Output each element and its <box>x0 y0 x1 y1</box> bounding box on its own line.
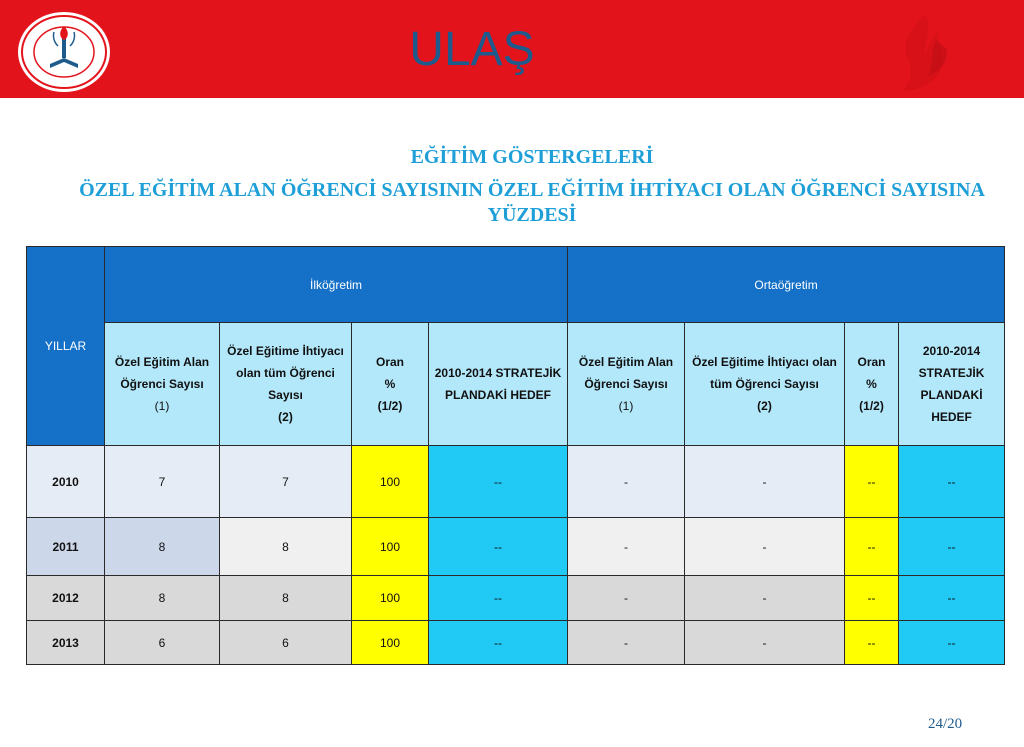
year-cell: 2012 <box>27 576 105 621</box>
ilk-ihtiyac-cell: 8 <box>220 518 352 576</box>
group-header-ilkogretim: İlköğretim <box>105 247 568 323</box>
flame-logo-icon <box>880 10 970 98</box>
subtitle-line2: ÖZEL EĞİTİM ALAN ÖĞRENCİ SAYISININ ÖZEL EĞİTİM İHTİYACI OLAN ÖĞRENCİ SAYISINA YÜZDESİ <box>79 179 985 226</box>
col-header-orta-alan: Özel Eğitim Alan Öğrenci Sayısı (1) <box>568 323 685 446</box>
years-header: YILLAR <box>27 247 105 446</box>
orta-alan-cell: - <box>568 518 685 576</box>
page-number: 24/20 <box>928 716 963 732</box>
header-bar <box>0 0 1024 98</box>
orta-hedef-cell: -- <box>899 446 1005 518</box>
year-cell: 2013 <box>27 621 105 665</box>
col-header-ilk-oran: Oran % (1/2) <box>352 323 429 446</box>
orta-hedef-cell: -- <box>899 576 1005 621</box>
ilk-oran-cell: 100 <box>352 576 429 621</box>
ilk-oran-cell: 100 <box>352 446 429 518</box>
orta-hedef-cell: -- <box>899 518 1005 576</box>
year-cell: 2010 <box>27 446 105 518</box>
ilk-hedef-cell: -- <box>429 576 568 621</box>
table-row <box>27 576 1005 621</box>
orta-hedef-cell: -- <box>899 621 1005 665</box>
table-row <box>27 621 1005 665</box>
orta-oran-cell: -- <box>845 518 899 576</box>
ilk-hedef-cell: -- <box>429 621 568 665</box>
subtitle-line1: EĞİTİM GÖSTERGELERİ <box>410 146 654 168</box>
orta-ihtiyac-cell: - <box>685 576 845 621</box>
col-header-ilk-hedef: 2010-2014 STRATEJİK PLANDAKİ HEDEF <box>429 323 568 446</box>
col-header-ilk-ihtiyac: Özel Eğitime İhtiyacı olan tüm Öğrenci Sayısı (2) <box>220 323 352 446</box>
orta-alan-cell: - <box>568 576 685 621</box>
orta-oran-cell: -- <box>845 576 899 621</box>
ilk-alan-cell: 6 <box>105 621 220 665</box>
ilk-oran-cell: 100 <box>352 518 429 576</box>
indicator-table <box>26 246 1005 665</box>
table-row <box>27 518 1005 576</box>
orta-ihtiyac-cell: - <box>685 621 845 665</box>
page-title: ULAŞ <box>409 23 535 76</box>
col-header-orta-ihtiyac: Özel Eğitime İhtiyacı olan tüm Öğrenci Sayısı (2) <box>685 323 845 446</box>
table-row <box>27 446 1005 518</box>
ilk-ihtiyac-cell: 6 <box>220 621 352 665</box>
year-cell: 2011 <box>27 518 105 576</box>
group-header-ortaogretim: Ortaöğretim <box>568 247 1005 323</box>
ilk-alan-cell: 8 <box>105 518 220 576</box>
ilk-hedef-cell: -- <box>429 518 568 576</box>
ilk-ihtiyac-cell: 7 <box>220 446 352 518</box>
orta-alan-cell: - <box>568 621 685 665</box>
orta-ihtiyac-cell: - <box>685 446 845 518</box>
orta-alan-cell: - <box>568 446 685 518</box>
col-header-orta-hedef: 2010-2014 STRATEJİK PLANDAKİ HEDEF <box>899 323 1005 446</box>
col-header-orta-oran: Oran % (1/2) <box>845 323 899 446</box>
ilk-oran-cell: 100 <box>352 621 429 665</box>
ilk-alan-cell: 7 <box>105 446 220 518</box>
ilk-hedef-cell: -- <box>429 446 568 518</box>
ilk-alan-cell: 8 <box>105 576 220 621</box>
col-header-ilk-alan: Özel Eğitim Alan Öğrenci Sayısı (1) <box>105 323 220 446</box>
orta-ihtiyac-cell: - <box>685 518 845 576</box>
ilk-ihtiyac-cell: 8 <box>220 576 352 621</box>
orta-oran-cell: -- <box>845 446 899 518</box>
orta-oran-cell: -- <box>845 621 899 665</box>
